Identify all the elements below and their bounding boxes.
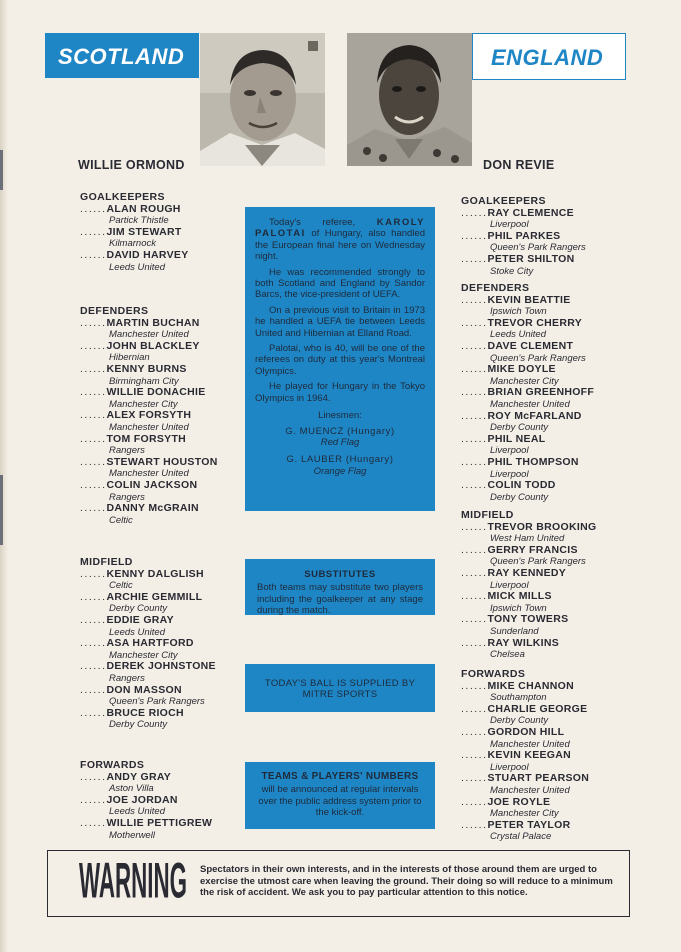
player-name: ......MIKE DOYLE [461,363,556,376]
player-club: Manchester City [109,649,178,661]
linesman-name: G. MUENCZ (Hungary) [285,425,395,437]
player-club: Rangers [109,672,145,684]
player-name: ......JIM STEWART [80,225,182,238]
player-club: Liverpool [490,468,529,480]
player-club: Manchester United [109,421,189,433]
player-name: ......ARCHIE GEMMILL [80,590,203,603]
player-name: ......TOM FORSYTH [80,432,187,445]
player-name: ......KENNY BURNS [80,362,187,375]
player-club: Aston Villa [109,783,154,795]
referee-name: KAROLY PALOTAI [255,217,425,240]
player-name: ......JOE ROYLE [461,795,551,808]
player-name: ......COLIN JACKSON [80,478,198,491]
player-name: ......DON MASSON [80,683,182,696]
warning-word [78,852,188,911]
player-club: Rangers [109,491,145,503]
ball-notice [245,664,435,712]
player-club: Manchester United [109,329,189,341]
scotland-title: SCOTLAND [58,44,185,69]
player-name: ......TREVOR BROOKING [461,520,597,533]
scotland-defenders [80,306,218,526]
player-club: Chelsea [490,649,525,661]
player-name: ......PHIL NEAL [461,432,546,445]
player-name: ......PHIL THOMPSON [461,455,579,468]
player-name: ......BRIAN GREENHOFF [461,386,595,399]
player-name: ......EDDIE GRAY [80,613,174,626]
player-name: ......KENNY DALGLISH [80,567,204,580]
player-name: ......ALEX FORSYTH [80,409,192,422]
player-club: Manchester City [490,375,559,387]
player-club: Liverpool [490,219,529,231]
linesmen [255,410,425,477]
section-heading: MIDFIELD [461,509,514,521]
warning-text: Spectators in their own interests, and in the interests of those around them are urged to exercise the utmost care when leaving the ground. Their doing so will reduce to a minimum the risk of accident. We ask you to pay particular attention to this notice. [200,864,613,899]
player-club: Hibernian [109,352,150,364]
teams-notice [245,762,435,829]
player-club: Liverpool [490,579,529,591]
player-club: Ipswich Town [490,602,547,614]
referee-paragraph: Palotai, who is 40, will be one of the referees on duty at this year's Montreal Olympics. [255,343,425,377]
binding-mark [0,150,3,190]
player-club: Liverpool [490,445,529,457]
player-name: ......PHIL PARKES [461,229,561,242]
teams-notice-text: will be announced at regular intervals over the public address system prior to the kick-off. [258,784,422,819]
section-heading: DEFENDERS [80,305,149,317]
warning-notice [47,850,630,917]
player-club: Rangers [109,445,145,457]
referee-notice [245,207,435,511]
player-name: ......MARTIN BUCHAN [80,316,200,329]
teams-notice-title: TEAMS & PLAYERS' NUMBERS [261,771,419,782]
player-club: Queen's Park Rangers [109,696,205,708]
player-club: Crystal Palace [490,831,552,843]
player-club: Kilmarnock [109,238,156,250]
player-club: Celtic [109,580,133,592]
england-manager: DON REVIE [483,158,555,172]
player-name: ......DAVID HARVEY [80,248,189,261]
player-name: ......STEWART HOUSTON [80,455,218,468]
referee-paragraph: On a previous visit to Britain in 1973 he handled a UEFA tie between Leeds United and Hibernian at Elland Road. [255,304,425,339]
player-name: ......COLIN TODD [461,479,556,492]
player-name: ......DANNY McGRAIN [80,502,199,515]
scotland-midfield [80,557,216,731]
section-heading: MIDFIELD [80,556,133,568]
player-name: ......GERRY FRANCIS [461,543,578,556]
england-goalkeepers [461,196,586,277]
player-name: ......KEVIN BEATTIE [461,293,571,306]
player-name: ......KEVIN KEEGAN [461,749,572,762]
player-club: Derby County [490,715,549,727]
player-club: Queen's Park Rangers [490,352,586,364]
player-name: ......RAY CLEMENCE [461,206,574,219]
player-club: Leeds United [109,806,165,818]
player-club: West Ham United [490,533,565,545]
scotland-title-box [45,33,199,78]
referee-paragraph: Today's referee, KAROLY PALOTAI of Hungary, also handled the European final here on Wednesday night. [255,217,425,263]
section-heading: GOALKEEPERS [80,191,165,203]
player-name: ......WILLIE PETTIGREW [80,816,213,829]
player-name: ......RAY WILKINS [461,636,560,649]
player-club: Partick Thistle [109,215,169,227]
player-club: Leeds United [109,626,165,638]
player-club: Manchester City [109,398,178,410]
player-club: Derby County [109,719,168,731]
player-name: ......WILLIE DONACHIE [80,386,206,399]
player-club: Birmingham City [109,375,179,387]
player-club: Manchester United [490,784,570,796]
england-midfield [461,510,596,661]
player-name: ......MIKE CHANNON [461,679,574,692]
player-name: ......TREVOR CHERRY [461,316,583,329]
linesmen-heading: Linesmen: [318,410,362,422]
section-heading: GOALKEEPERS [461,195,546,207]
player-name: ......MICK MILLS [461,590,552,603]
svg-text:WARNING: WARNING [79,852,188,909]
player-club: Manchester City [490,808,559,820]
england-title: ENGLAND [491,45,604,70]
linesman-flag: Red Flag [320,436,360,448]
england-defenders [461,283,594,503]
section-heading: DEFENDERS [461,282,530,294]
substitutes-text: Both teams may substitute two players including the goalkeeper at any stage during the match. [257,582,423,617]
player-club: Derby County [490,422,549,434]
player-name: ......STUART PEARSON [461,772,590,785]
scotland-goalkeepers [80,192,189,273]
player-name: ......JOHN BLACKLEY [80,339,200,352]
player-name: ......ALAN ROUGH [80,202,181,215]
binding-mark [0,475,3,545]
scotland-manager: WILLIE ORMOND [78,158,185,172]
player-name: ......JOE JORDAN [80,793,178,806]
player-club: Derby County [490,491,549,503]
referee-paragraph: He was recommended strongly to both Scotland and England by Sandor Barcs, the vice-president of UEFA. [255,266,425,301]
substitutes-notice [245,559,435,615]
player-name: ......ANDY GRAY [80,770,172,783]
player-club: Manchester United [109,468,189,480]
player-name: ......PETER TAYLOR [461,818,571,831]
player-club: Motherwell [109,829,155,841]
substitutes-title: SUBSTITUTES [304,569,376,580]
england-forwards [461,669,589,843]
player-club: Liverpool [490,761,529,773]
player-club: Stoke City [490,265,534,277]
ball-text: TODAY'S BALL IS SUPPLIED BY MITRE SPORTS [264,678,416,701]
england-title-box [472,33,626,80]
player-club: Southampton [490,692,547,704]
player-name: ......DEREK JOHNSTONE [80,660,216,673]
player-club: Ipswich Town [490,306,547,318]
player-name: ......BRUCE RIOCH [80,706,184,719]
player-club: Sunderland [490,625,539,637]
player-club: Leeds United [490,329,546,341]
revie-photo [347,33,472,166]
player-name: ......PETER SHILTON [461,252,575,265]
linesman-name: G. LAUBER (Hungary) [286,454,394,466]
player-club: Queen's Park Rangers [490,242,586,254]
player-club: Derby County [109,603,168,615]
player-name: ......DAVE CLEMENT [461,339,574,352]
section-heading: FORWARDS [461,668,526,680]
player-club: Celtic [109,514,133,526]
player-name: ......RAY KENNEDY [461,566,567,579]
player-club: Manchester United [490,738,570,750]
player-club: Manchester United [490,398,570,410]
player-club: Leeds United [109,261,165,273]
player-name: ......ASA HARTFORD [80,637,194,650]
section-heading: FORWARDS [80,759,145,771]
ormond-photo [200,33,325,166]
player-name: ......GORDON HILL [461,725,565,738]
referee-paragraph: He played for Hungary in the Tokyo Olympics in 1964. [255,381,425,404]
player-name: ......CHARLIE GEORGE [461,702,588,715]
linesman-flag: Orange Flag [313,465,367,477]
player-name: ......ROY McFARLAND [461,409,582,422]
scotland-forwards [80,760,212,841]
player-club: Queen's Park Rangers [490,556,586,568]
player-name: ......TONY TOWERS [461,613,569,626]
